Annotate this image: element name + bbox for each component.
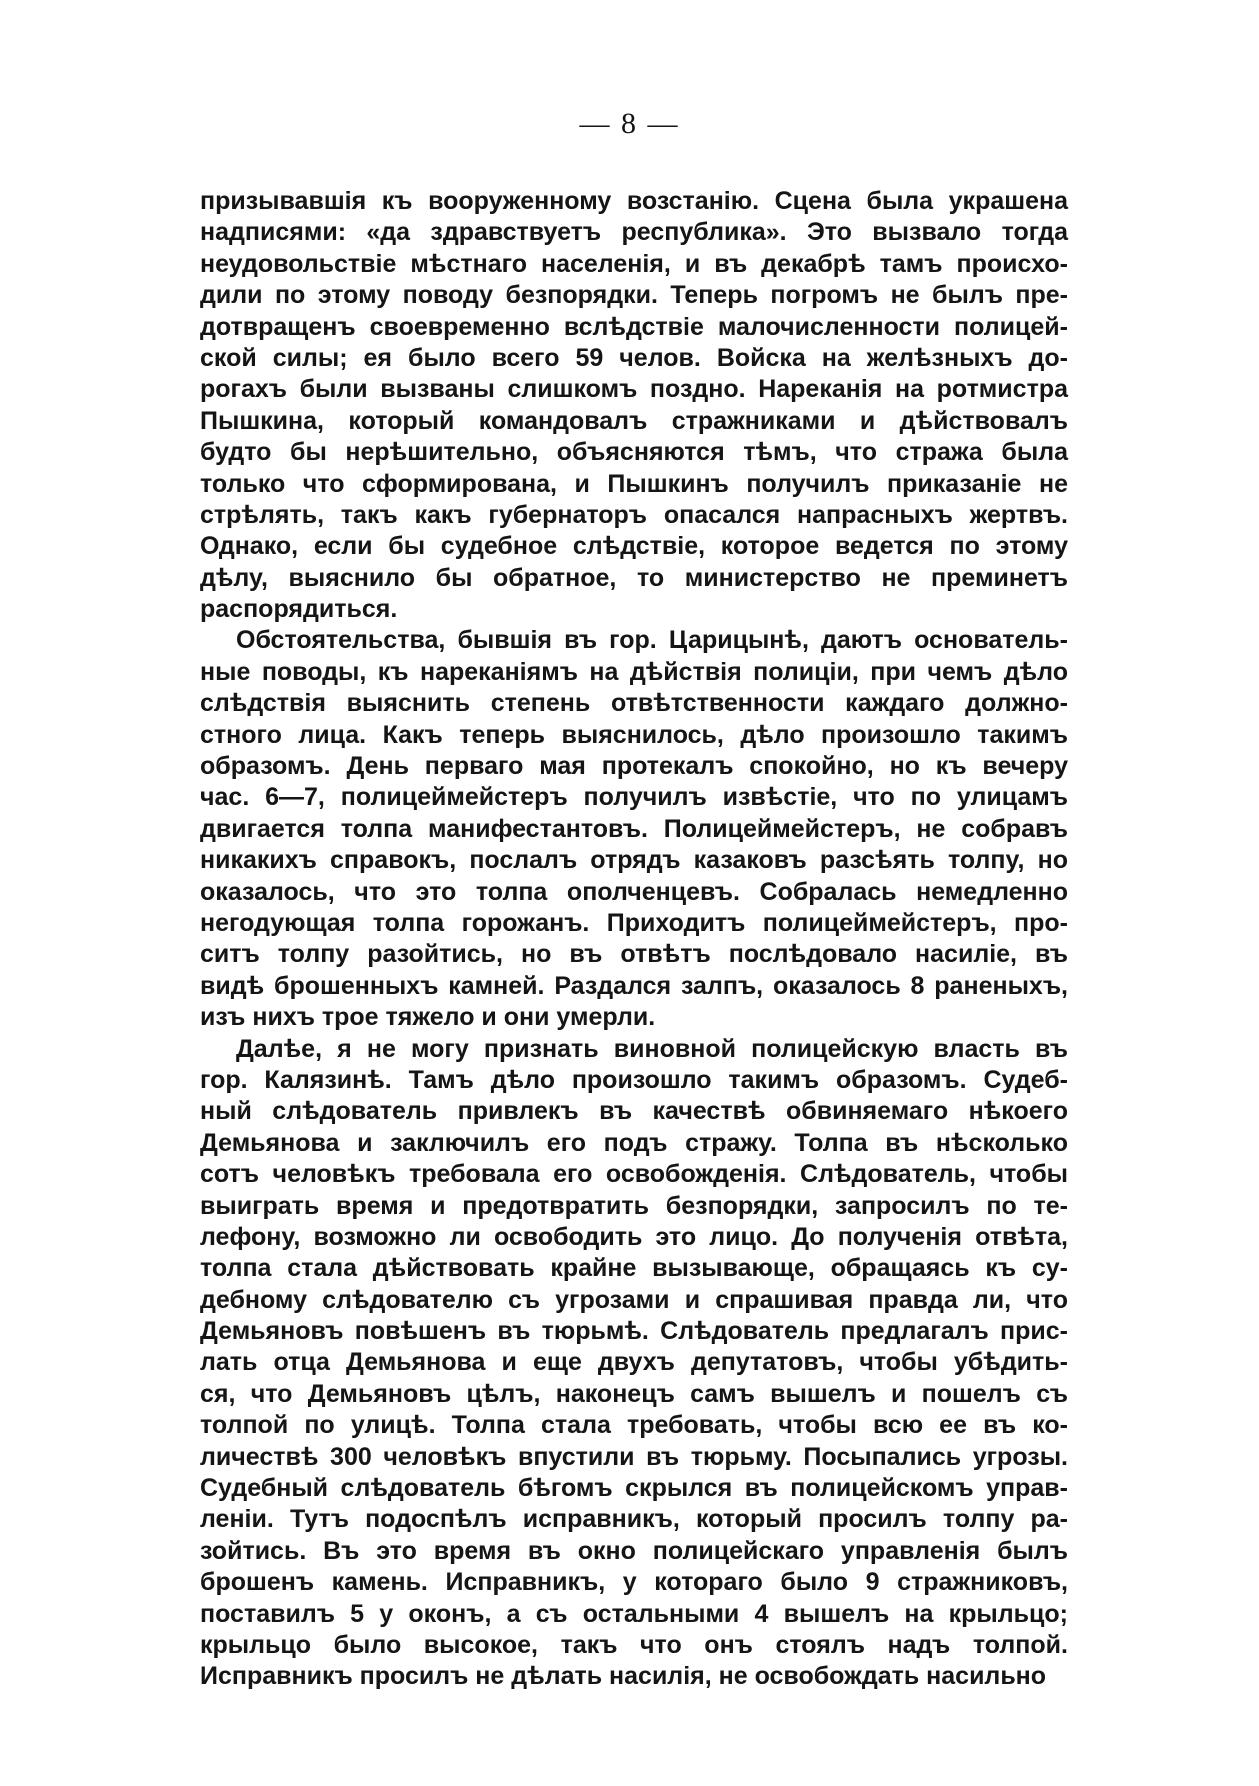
text-line: сотъ человѣкъ требовала его освобожденія. Слѣдователь, чтобы (200, 1160, 1068, 1189)
text-line: толпой по улицѣ. Толпа стала требовать, чтобы всю ее въ ко- (200, 1411, 1068, 1440)
text-line: толпа стала дѣйствовать крайне вызывающе, обращаясь къ су- (200, 1254, 1068, 1283)
text-line: ситъ толпу разойтись, но въ отвѣтъ послѣдовало насиліе, въ (200, 940, 1068, 969)
text-line: ся, что Демьяновъ цѣлъ, наконецъ самъ вышелъ и пошелъ съ (200, 1379, 1068, 1408)
text-line: крыльцо было высокое, такъ что онъ стоялъ надъ толпой. (200, 1630, 1068, 1659)
text-line: слѣдствія выяснить степень отвѣтственности каждаго должно- (200, 689, 1068, 718)
text-line: леніи. Тутъ подоспѣлъ исправникъ, который просилъ толпу ра- (200, 1505, 1068, 1534)
text-line: негодующая толпа горожанъ. Приходитъ полицеймейстеръ, про- (200, 908, 1068, 937)
text-line: брошенъ камень. Исправникъ, у котораго было 9 стражниковъ, (200, 1568, 1068, 1597)
text-line: никакихъ справокъ, послалъ отрядъ казаковъ разсѣять толпу, но (200, 846, 1068, 875)
text-line: Пышкина, который командовалъ стражниками и дѣйствовалъ (200, 406, 1068, 435)
text-line: будто бы нерѣшительно, объясняются тѣмъ, что стража была (200, 438, 1068, 467)
text-line: изъ нихъ трое тяжело и они умерли. (200, 1003, 656, 1032)
text-line: видѣ брошенныхъ камней. Раздался залпъ, оказалось 8 раненыхъ, (200, 971, 1068, 1000)
text-line: Далѣе, я не могу признать виновной полицейскую власть въ (236, 1034, 1068, 1063)
text-line: распорядиться. (200, 595, 398, 624)
text-line: призывавшія къ вооруженному возстанію. Сцена была украшена (200, 187, 1068, 215)
text-line: лефону, возможно ли освободить это лицо. До полученія отвѣта, (200, 1222, 1068, 1251)
text-line: гор. Калязинѣ. Тамъ дѣло произошло такимъ образомъ. Судеб- (200, 1065, 1068, 1094)
text-line: дебному слѣдователю съ угрозами и спрашивая правда ли, что (200, 1285, 1068, 1314)
text-line: зойтись. Въ это время въ окно полицейскаго управленія былъ (200, 1536, 1068, 1565)
text-line: личествѣ 300 человѣкъ впустили въ тюрьму. Посыпались угрозы. (200, 1442, 1068, 1471)
text-line: Судебный слѣдователь бѣгомъ скрылся въ полицейскомъ управ- (200, 1474, 1068, 1503)
text-line: час. 6—7, полицеймейстеръ получилъ извѣстіе, что по улицамъ (200, 783, 1068, 812)
text-line: двигается толпа манифестантовъ. Полицеймейстеръ, не собравъ (200, 814, 1068, 843)
paragraph (200, 186, 1068, 625)
text-line: надписями: «да здравствуетъ республика». Это вызвало тогда (200, 218, 1068, 247)
text-line: ской силы; ея было всего 59 челов. Войска на желѣзныхъ до- (200, 343, 1068, 372)
text-line: оказалось, что это толпа ополченцевъ. Собралась немедленно (200, 877, 1068, 906)
paragraph (200, 1034, 1068, 1693)
body-text (200, 186, 1068, 1693)
text-line: Обстоятельства, бывшія въ гор. Царицынѣ, даютъ основатель- (236, 626, 1068, 655)
page-number: — 8 — (579, 107, 680, 140)
text-line: рогахъ были вызваны слишкомъ поздно. Нареканія на ротмистра (200, 375, 1068, 404)
text-line: Демьяновъ повѣшенъ въ тюрьмѣ. Слѣдователь предлагалъ прис- (200, 1317, 1068, 1346)
text-line: выиграть время и предотвратить безпорядки, запросилъ по те- (200, 1191, 1068, 1220)
text-line: Исправникъ просилъ не дѣлать насилія, не освобождать насильно (200, 1662, 1047, 1691)
text-line: стрѣлять, такъ какъ губернаторъ опасался напрасныхъ жертвъ. (200, 500, 1068, 529)
text-line: стного лица. Какъ теперь выяснилось, дѣло произошло такимъ (200, 720, 1068, 749)
text-line: поставилъ 5 у оконъ, а съ остальными 4 вышелъ на крыльцо; (200, 1599, 1068, 1628)
text-line: дили по этому поводу безпорядки. Теперь погромъ не былъ пре- (200, 281, 1068, 310)
text-line: Демьянова и заключилъ его подъ стражу. Толпа въ нѣсколько (200, 1128, 1068, 1157)
text-line: дѣлу, выяснило бы обратное, то министерство не преминетъ (200, 563, 1068, 592)
text-line: лать отца Демьянова и еще двухъ депутатовъ, чтобы убѣдить- (200, 1348, 1068, 1377)
text-line: неудовольствіе мѣстнаго населенія, и въ декабрѣ тамъ происхо- (200, 249, 1068, 278)
text-line: Однако, если бы судебное слѣдствіе, которое ведется по этому (200, 532, 1068, 561)
text-line: ные поводы, къ нареканіямъ на дѣйствія полиціи, при чемъ дѣло (200, 657, 1068, 686)
text-line: дотвращенъ своевременно вслѣдствіе малочисленности полицей- (200, 312, 1068, 341)
text-line: ный слѣдователь привлекъ въ качествѣ обвиняемаго нѣкоего (200, 1097, 1068, 1126)
paragraph (200, 625, 1068, 1033)
text-line: образомъ. День перваго мая протекалъ спокойно, но къ вечеру (200, 752, 1068, 781)
text-line: только что сформирована, и Пышкинъ получилъ приказаніе не (200, 469, 1068, 498)
